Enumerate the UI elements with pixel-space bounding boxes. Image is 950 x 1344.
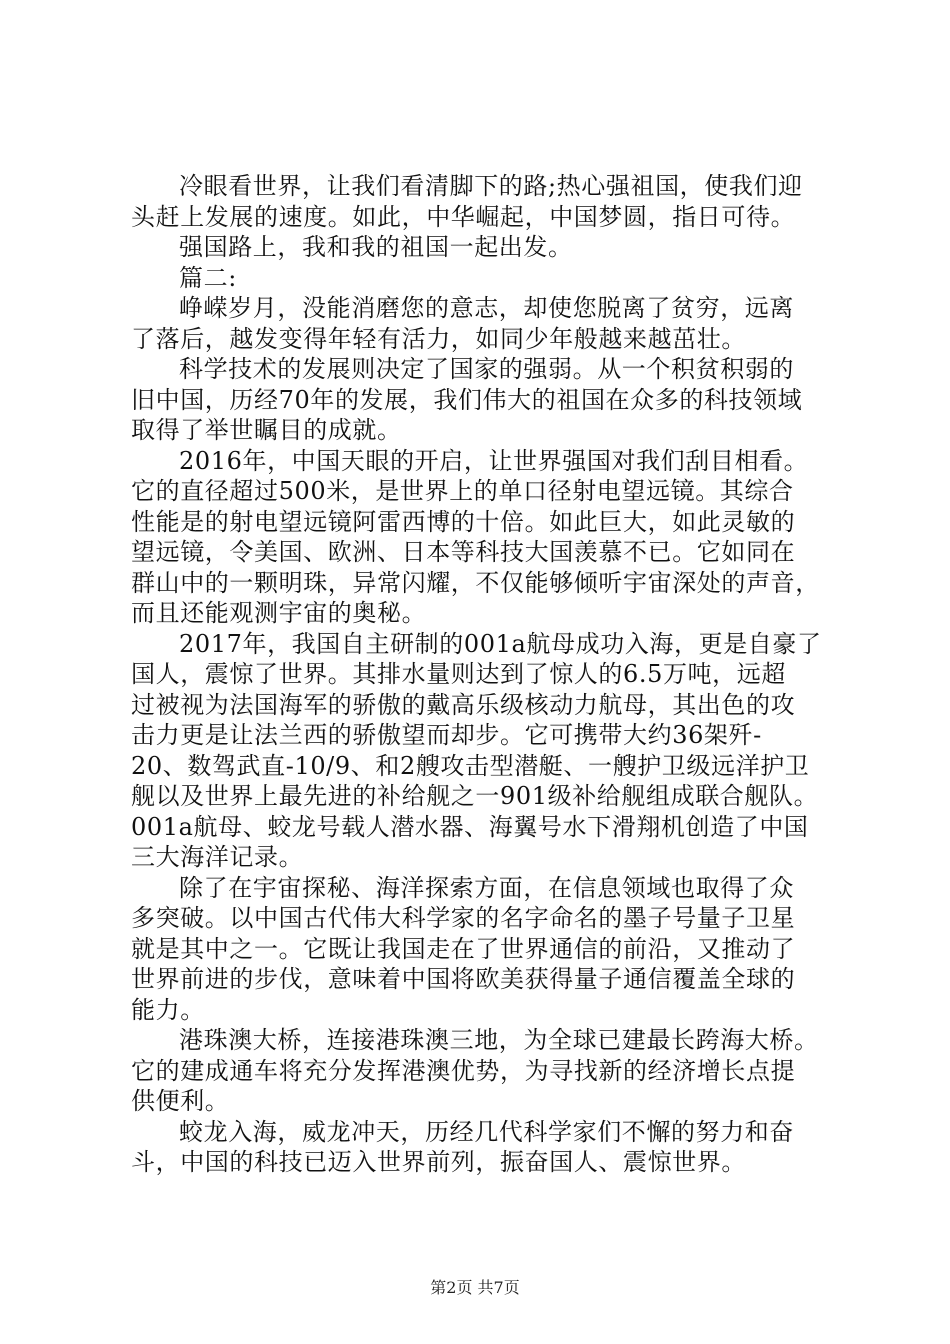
text-line: 性能是的射电望远镜阿雷西博的十倍。如此巨大，如此灵敏的 [131,507,796,536]
text-line: 它的建成通车将充分发挥港澳优势，为寻找新的经济增长点提 [131,1056,796,1085]
text-line: 科学技术的发展则决定了国家的强弱。从一个积贫积弱的 [179,355,794,383]
text-line: 舰以及世界上最先进的补给舰之一901级补给舰组成联合舰队。 [131,782,819,810]
text-line: 强国路上，我和我的祖国一起出发。 [179,233,573,261]
text-line: 望远镜，令美国、欧洲、日本等科技大国羡慕不已。它如同在 [131,538,796,566]
text-line: 001a航母、蛟龙号载人潜水器、海翼号水下滑翔机创造了中国 [131,812,809,841]
text-line: 篇二: [179,263,237,292]
text-line: 2016年，中国天眼的开启，让世界强国对我们刮目相看。 [179,446,809,475]
text-line: 除了在宇宙探秘、海洋探索方面，在信息领域也取得了众 [179,873,794,902]
text-line: 2017年，我国自主研制的001a航母成功入海，更是自豪了 [179,629,822,658]
text-line: 冷眼看世界，让我们看清脚下的路;热心强祖国，使我们迎 [179,172,803,200]
text-line: 它的直径超过500米，是世界上的单口径射电望远镜。其综合 [131,477,794,505]
text-line: 旧中国，历经70年的发展，我们伟大的祖国在众多的科技领域 [131,385,803,414]
text-line: 三大海洋记录。 [131,843,304,871]
text-line: 头赶上发展的速度。如此，中华崛起，中国梦圆，指日可待。 [131,202,796,231]
text-line: 世界前进的步伐，意味着中国将欧美获得量子通信覆盖全球的 [131,965,796,993]
text-line: 就是其中之一。它既让我国走在了世界通信的前沿，又推动了 [131,934,796,963]
text-line: 群山中的一颗明珠，异常闪耀，不仅能够倾听宇宙深处的声音， [131,568,820,597]
text-line: 斗，中国的科技已迈入世界前列，振奋国人、震惊世界。 [131,1148,746,1176]
text-line: 20、数驾武直-10/9、和2艘攻击型潜艇、一艘护卫级远洋护卫 [131,751,810,780]
document-body [131,171,831,1178]
page-number-footer: 第2页 共7页 [430,1278,520,1297]
text-line: 峥嵘岁月，没能消磨您的意志，却使您脱离了贫穷，远离 [179,294,794,322]
text-line: 能力。 [131,995,205,1024]
text-line: 国人，震惊了世界。其排水量则达到了惊人的6.5万吨，远超 [131,660,786,688]
text-line: 蛟龙入海，威龙冲天，历经几代科学家们不懈的努力和奋 [179,1117,794,1146]
text-line: 取得了举世瞩目的成就。 [131,416,402,444]
text-line: 过被视为法国海军的骄傲的戴高乐级核动力航母，其出色的攻 [131,690,796,719]
text-line: 多突破。以中国古代伟大科学家的名字命名的墨子号量子卫星 [131,904,796,932]
text-line: 供便利。 [131,1087,230,1115]
text-line: 击力更是让法兰西的骄傲望而却步。它可携带大约36架歼- [131,721,762,749]
text-line: 而且还能观测宇宙的奥秘。 [131,599,427,627]
text-line: 了落后，越发变得年轻有活力，如同少年般越来越茁壮。 [131,324,746,353]
text-line: 港珠澳大桥，连接港珠澳三地，为全球已建最长跨海大桥。 [179,1026,819,1054]
